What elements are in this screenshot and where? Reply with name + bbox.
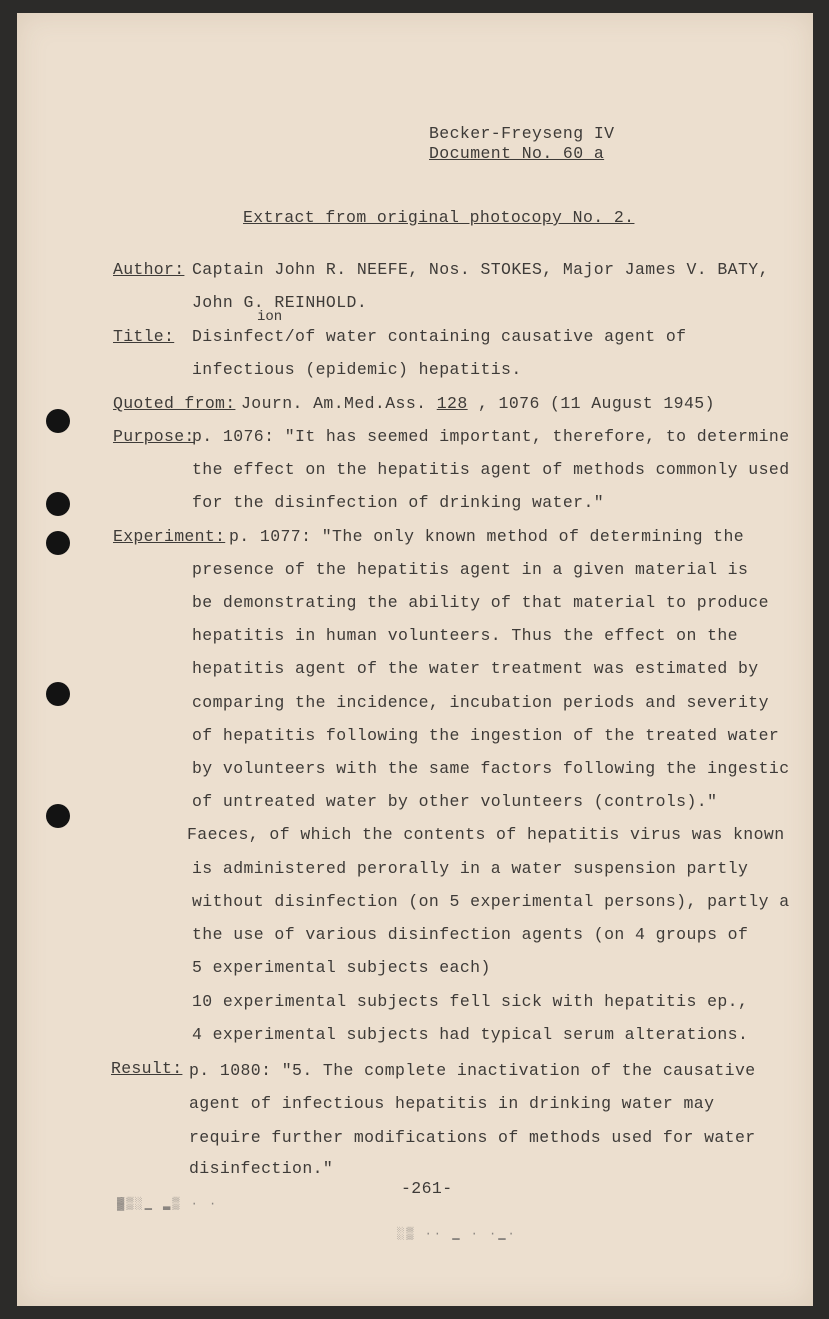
extract-heading: Extract from original photocopy No. 2.: [243, 208, 635, 227]
punch-hole: [46, 492, 70, 516]
result-label: Result:: [111, 1059, 183, 1078]
purpose-line: the effect on the hepatitis agent of methods commonly used: [192, 460, 790, 479]
bleed-through-marks: ▓▒░▁ ▂▒ · ·: [117, 1197, 219, 1211]
experiment-line: hepatitis agent of the water treatment was estimated by: [192, 659, 759, 678]
result-line: p. 1080: "5. The complete inactivation of the causative: [189, 1061, 756, 1080]
summary-line: 10 experimental subjects fell sick with hepatitis ep.,: [192, 992, 749, 1011]
summary-line: 4 experimental subjects had typical serum alterations.: [192, 1025, 749, 1044]
author-line: Captain John R. NEEFE, Nos. STOKES, Major James V. BATY,: [192, 260, 769, 279]
experiment-line: presence of the hepatitis agent in a given material is: [192, 560, 749, 579]
title-insertion: ion: [257, 309, 283, 325]
quoted-source: [241, 394, 715, 413]
purpose-line: p. 1076: "It has seemed important, therefore, to determine: [192, 427, 790, 446]
title-label: Title:: [113, 327, 175, 346]
experiment-line: p. 1077: "The only known method of determining the: [229, 527, 745, 546]
title-line: Disinfect/of water containing causative agent of: [192, 327, 687, 346]
experiment-line: comparing the incidence, incubation periods and severity: [192, 693, 769, 712]
punch-hole: [46, 409, 70, 433]
experiment-label: Experiment:: [113, 527, 226, 546]
quoted-label: Quoted from:: [113, 394, 236, 413]
document-page: [17, 13, 813, 1306]
quoted-pages: , 1076 (11 August 1945): [467, 394, 715, 413]
experiment-line: by volunteers with the same factors following the ingestic: [192, 759, 790, 778]
summary-line: without disinfection (on 5 experimental persons), partly a: [192, 892, 790, 911]
punch-hole: [46, 682, 70, 706]
page-number: -261-: [401, 1179, 453, 1198]
experiment-line: of hepatitis following the ingestion of the treated water: [192, 726, 780, 745]
summary-line: 5 experimental subjects each): [192, 958, 491, 977]
document-number: Document No. 60 a: [429, 144, 605, 163]
bleed-through-marks: ░▒ ·· ▁ · ·▁·: [397, 1227, 517, 1241]
result-line: require further modifications of methods used for water: [189, 1128, 756, 1147]
document-series: Becker-Freyseng IV: [429, 124, 615, 143]
punch-hole: [46, 531, 70, 555]
author-line: John G. REINHOLD.: [192, 293, 368, 312]
summary-line: the use of various disinfection agents (on 4 groups of: [192, 925, 749, 944]
summary-line: is administered perorally in a water suspension partly: [192, 859, 749, 878]
result-line: agent of infectious hepatitis in drinking water may: [189, 1094, 715, 1113]
title-line: infectious (epidemic) hepatitis.: [192, 360, 522, 379]
summary-line: Faeces, of which the contents of hepatitis virus was known: [187, 825, 785, 844]
punch-hole: [46, 804, 70, 828]
experiment-line: hepatitis in human volunteers. Thus the effect on the: [192, 626, 738, 645]
quoted-volume: 128: [436, 394, 468, 413]
purpose-label: Purpose:: [113, 427, 195, 446]
experiment-line: of untreated water by other volunteers (controls).": [192, 792, 718, 811]
experiment-line: be demonstrating the ability of that material to produce: [192, 593, 769, 612]
quoted-journal: Journ. Am.Med.Ass.: [241, 394, 437, 413]
purpose-line: for the disinfection of drinking water.": [192, 493, 605, 512]
result-line: disinfection.": [189, 1159, 334, 1178]
author-label: Author:: [113, 260, 185, 279]
